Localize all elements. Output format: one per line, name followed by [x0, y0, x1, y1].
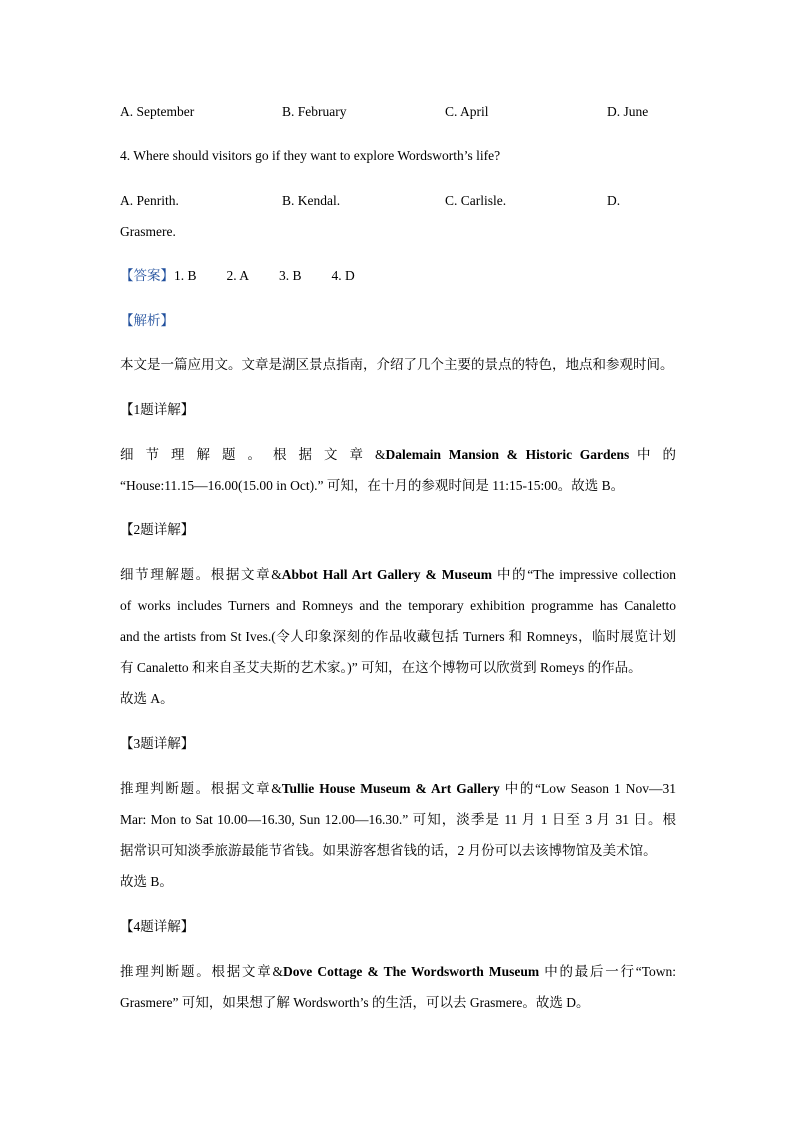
detail-2-text: 细节理解题。根据文章& — [120, 567, 282, 582]
detail-2-heading: 【2题详解】 — [120, 522, 195, 537]
answer-item: 4. D — [331, 268, 355, 283]
detail-4-line-2: Grasmere” 可知，如果想了解 Wordsworth’s 的生活，可以去 Grasmere。故选 D。 — [120, 995, 590, 1010]
detail-2-line-4: 有 Canaletto 和来自圣艾夫斯的艺术家。)” 可知，在这个博物可以欣赏到 Romeys 的作品。 — [120, 660, 642, 675]
detail-3-bold-title: Tullie House Museum & Art Gallery — [281, 781, 500, 796]
detail-4-text: 推理判断题。根据文章& — [120, 964, 283, 979]
analysis-label: 【解析】 — [120, 313, 174, 328]
detail-2-line-5: 故选 A。 — [120, 691, 174, 706]
answer-item: 1. B — [174, 268, 197, 283]
q3-option-c: C. April — [445, 104, 489, 119]
detail-3-line-2: Mar: Mon to Sat 10.00—16.30, Sun 12.00—16.30.” 可知，淡季是 11 月 1 日至 3 月 31 日。根 — [120, 812, 676, 827]
detail-4-bold-title: Dove Cottage & The Wordsworth Museum — [282, 964, 540, 979]
q4-option-d: D. — [607, 193, 621, 208]
detail-3-text: 中的“Low Season 1 Nov—31 — [499, 781, 676, 796]
detail-2-line-3: and the artists from St Ives.(令人印象深刻的作品收藏包括 Turners 和 Romneys，临时展览计划 — [120, 629, 676, 644]
answer-item: 3. B — [279, 268, 302, 283]
detail-1-line-1 — [120, 445, 676, 465]
q3-option-a: A. September — [120, 104, 195, 119]
answer-item: 2. A — [226, 268, 250, 283]
q3-option-d: D. June — [607, 104, 649, 119]
detail-3-line-4: 故选 B。 — [120, 874, 173, 889]
detail-3-line-3: 据常识可知淡季旅游最能节省钱。如果游客想省钱的话，2 月份可以去该博物馆及美术馆。 — [120, 843, 657, 858]
detail-2-line-2: of works includes Turners and Romneys and the temporary exhibition programme has Canaletto — [120, 598, 676, 613]
answer-label: 【答案】 — [120, 268, 174, 283]
q3-option-b: B. February — [282, 104, 347, 119]
detail-1-text: 细 节 理 解 题 。 根 据 文 章 & — [120, 447, 386, 462]
q4-option-a: A. Penrith. — [120, 193, 179, 208]
q4-option-d-continued: Grasmere. — [120, 224, 176, 239]
detail-1-heading: 【1题详解】 — [120, 402, 195, 417]
detail-3-line-1 — [120, 779, 676, 799]
detail-2-bold-title: Abbot Hall Art Gallery & Museum — [281, 567, 493, 582]
detail-1-text: 中 的 — [629, 447, 677, 462]
detail-4-text: 中的最后一行“Town: — [539, 964, 676, 979]
detail-3-heading: 【3题详解】 — [120, 736, 195, 751]
detail-4-heading: 【4题详解】 — [120, 919, 195, 934]
q4-stem: 4. Where should visitors go if they want to explore Wordsworth’s life? — [120, 148, 501, 163]
analysis-summary: 本文是一篇应用文。文章是湖区景点指南，介绍了几个主要的景点的特色，地点和参观时间。 — [120, 357, 674, 372]
q4-option-c: C. Carlisle. — [445, 193, 507, 208]
q4-option-b: B. Kendal. — [282, 193, 341, 208]
detail-1-line-2: “House:11.15—16.00(15.00 in Oct).” 可知，在十月的参观时间是 11:15-15:00。故选 B。 — [120, 478, 625, 493]
answer-line — [120, 266, 676, 286]
detail-1-bold-title: Dalemain Mansion & Historic Gardens — [385, 447, 630, 462]
detail-2-text: 中的“The impressive collection — [492, 567, 676, 582]
detail-2-line-1 — [120, 565, 676, 585]
detail-4-line-1 — [120, 962, 676, 982]
detail-3-text: 推理判断题。根据文章& — [120, 781, 282, 796]
